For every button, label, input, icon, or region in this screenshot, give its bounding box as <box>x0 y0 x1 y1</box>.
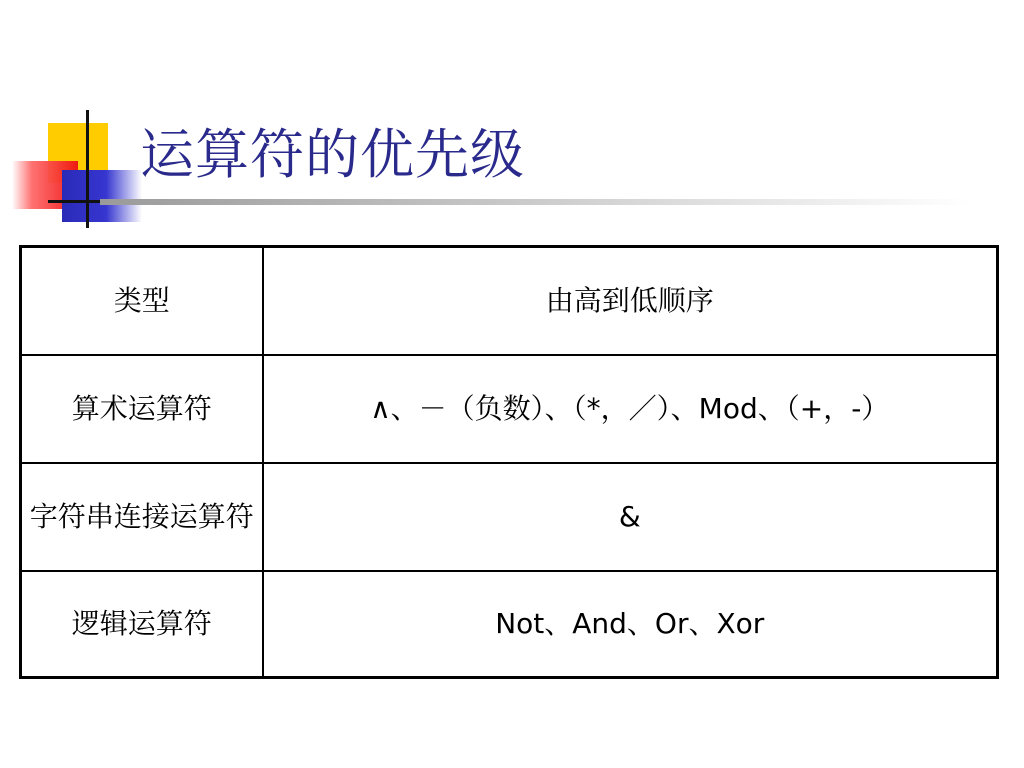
logo-vertical-line <box>86 110 89 228</box>
row-operators-cell: Not、And、Or、Xor <box>263 571 998 678</box>
table-row <box>21 355 998 463</box>
row-type-cell: 算术运算符 <box>21 355 263 463</box>
table-row <box>21 463 998 571</box>
title-underline <box>100 199 970 205</box>
row-operators-cell: ∧、－（负数）、（*，／）、Mod、（+，-） <box>263 355 998 463</box>
row-operators-cell: & <box>263 463 998 571</box>
row-type-cell: 字符串连接运算符 <box>21 463 263 571</box>
operator-precedence-table <box>19 245 999 679</box>
header-order-cell: 由高到低顺序 <box>263 247 998 356</box>
slide-title: 运算符的优先级 <box>140 123 525 186</box>
table-header-row <box>21 247 998 356</box>
header-type-cell: 类型 <box>21 247 263 356</box>
table-row <box>21 571 998 678</box>
logo-blue-square <box>62 170 142 222</box>
row-type-cell: 逻辑运算符 <box>21 571 263 678</box>
